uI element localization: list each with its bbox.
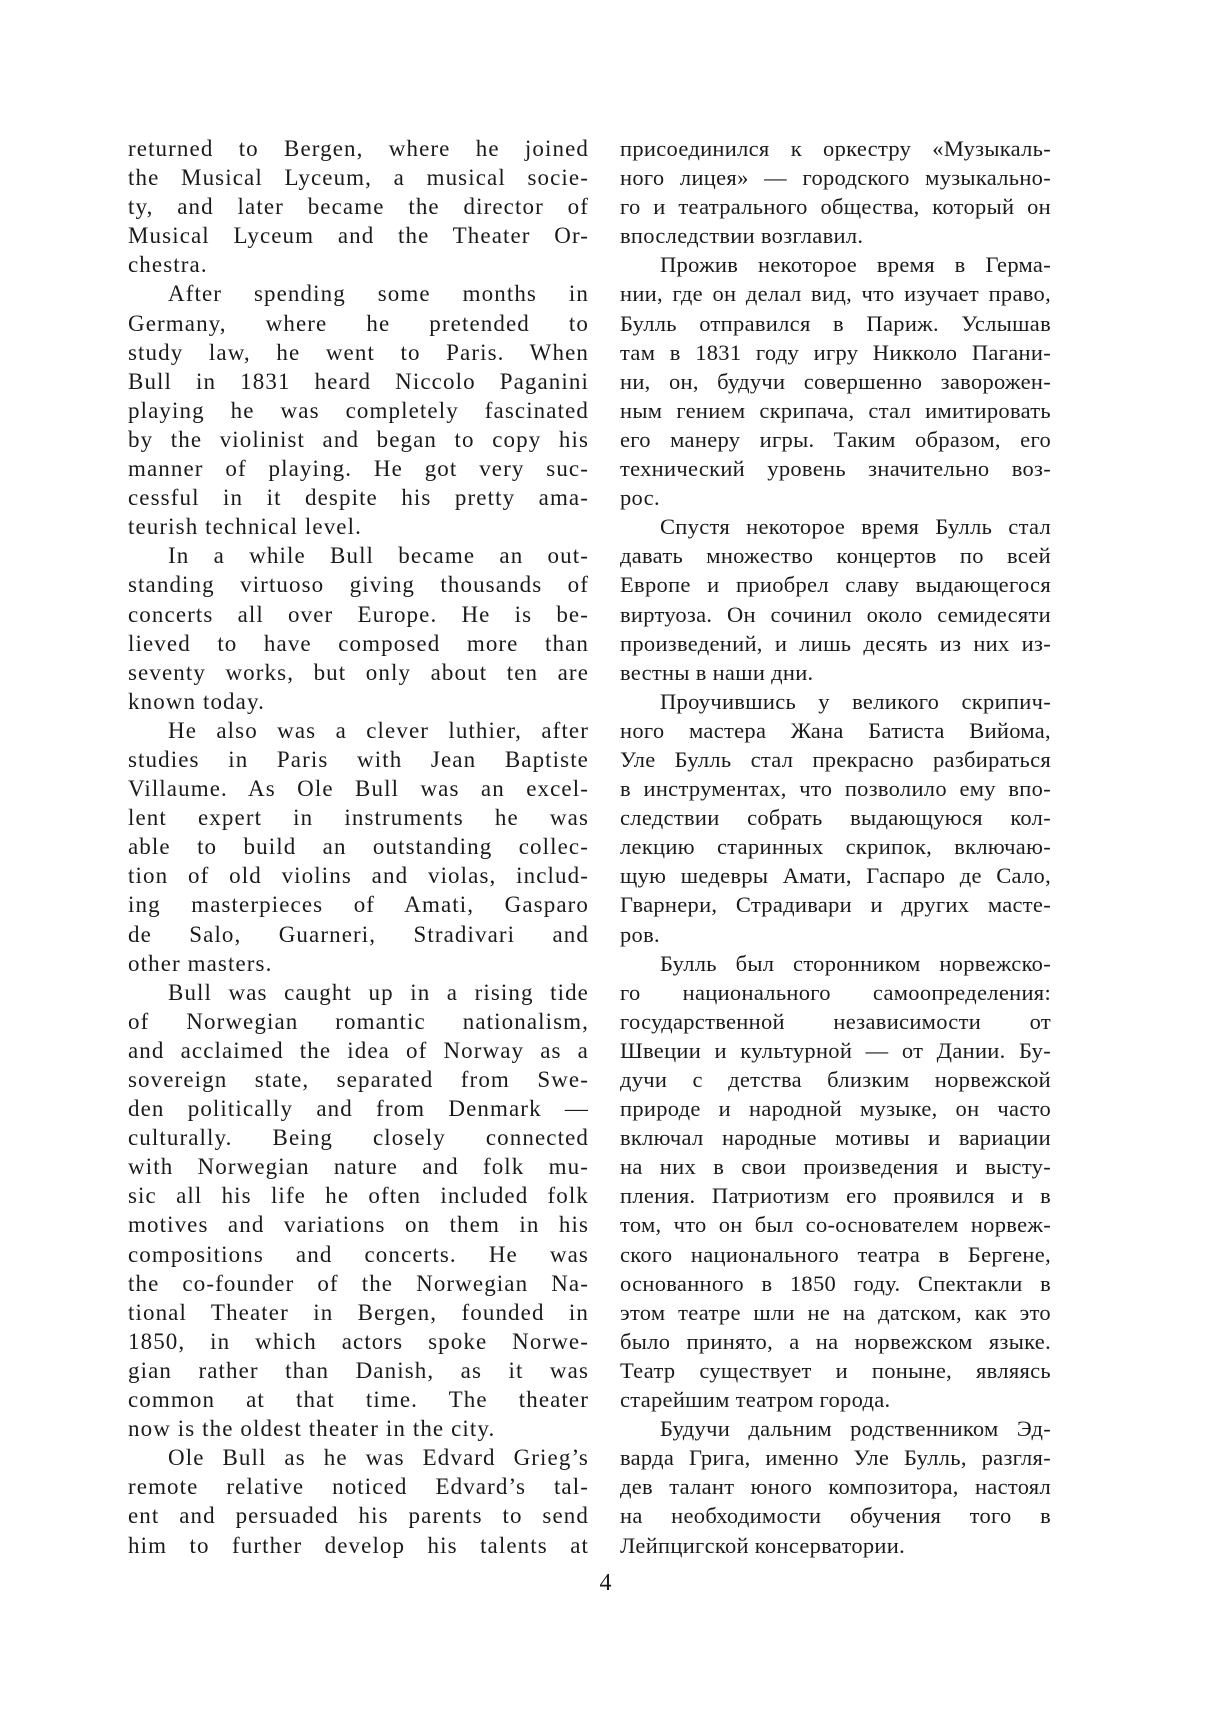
- text-line: том, что он был со-основателем норвеж-: [620, 1212, 1051, 1238]
- paragraph: [620, 1414, 1051, 1559]
- text-line: common at that time. The theater: [128, 1387, 589, 1413]
- text-line: Будучи дальним родственником Эд-: [660, 1416, 1051, 1442]
- text-line: давать множество концертов по всей: [620, 543, 1051, 569]
- text-line: Musical Lyceum and the Theater Or-: [128, 223, 589, 249]
- text-line: этом театре шли не на датском, как это: [620, 1299, 1051, 1325]
- paragraph: [128, 1443, 589, 1559]
- text-line: ного лицея» — городского музыкально-: [620, 165, 1051, 191]
- text-line: щую шедевры Амати, Гаспаро де Сало,: [620, 863, 1051, 889]
- text-line: виртуоза. Он сочинил около семидесяти: [620, 601, 1051, 627]
- paragraph: [128, 978, 589, 1444]
- text-line: ным гением скрипача, стал имитировать: [620, 397, 1051, 423]
- text-line: of Norwegian romantic nationalism,: [128, 1008, 589, 1034]
- text-line: 1850, in which actors spoke Norwe-: [128, 1328, 589, 1354]
- text-line: concerts all over Europe. He is be-: [128, 601, 589, 627]
- text-line: произведений, и лишь десять из них из-: [620, 630, 1051, 656]
- text-line: tional Theater in Bergen, founded in: [128, 1299, 589, 1325]
- text-line: studies in Paris with Jean Baptiste: [128, 746, 589, 772]
- text-line: Bull was caught up in a rising tide: [168, 979, 589, 1005]
- text-line: teurish technical level.: [128, 514, 362, 540]
- text-line: ского национального театра в Бергене,: [620, 1241, 1051, 1267]
- text-line: de Salo, Guarneri, Stradivari and: [128, 921, 589, 947]
- text-line: cessful in it despite his pretty ama-: [128, 485, 589, 511]
- text-line: в инструментах, что позволило ему впо-: [620, 776, 1051, 802]
- text-line: присоединился к оркестру «Музыкаль-: [620, 136, 1051, 161]
- paragraph: [620, 250, 1051, 512]
- text-line: Лейпцигской консерватории.: [620, 1532, 906, 1558]
- page-number: 4: [599, 1570, 612, 1596]
- text-line: го и театрального общества, который он: [620, 194, 1051, 220]
- text-line: пления. Патриотизм его проявился и в: [620, 1183, 1051, 1209]
- text-line: ent and persuaded his parents to send: [128, 1503, 589, 1529]
- text-line: го национального самоопределения:: [620, 979, 1051, 1005]
- text-line: ни, он, будучи совершенно заворожен-: [620, 368, 1051, 394]
- text-line: Спустя некоторое время Булль стал: [660, 514, 1051, 540]
- paragraph: [128, 279, 589, 541]
- text-line: впоследствии возглавил.: [620, 223, 864, 249]
- text-line: standing virtuoso giving thousands of: [128, 572, 589, 598]
- text-line: remote relative noticed Edvard’s tal-: [128, 1474, 589, 1500]
- text-line: варда Грига, именно Уле Булль, разгля-: [620, 1445, 1051, 1471]
- text-line: motives and variations on them in his: [128, 1212, 589, 1238]
- text-line: tion of old violins and violas, includ-: [128, 863, 589, 889]
- text-line: государственной независимости от: [620, 1008, 1051, 1034]
- text-line: там в 1831 году игру Никколо Пагани-: [620, 339, 1051, 365]
- paragraph: [620, 512, 1051, 687]
- paragraph: [128, 541, 589, 716]
- text-line: ров.: [620, 921, 660, 947]
- text-line: sovereign state, separated from Swe-: [128, 1067, 589, 1092]
- text-line: lieved to have composed more than: [128, 630, 589, 656]
- text-line: study law, he went to Paris. When: [128, 339, 589, 365]
- text-line: den politically and from Denmark —: [128, 1096, 589, 1122]
- text-line: Уле Булль стал прекрасно разбираться: [620, 746, 1051, 772]
- text-line: chestra.: [128, 252, 208, 278]
- text-line: the co-founder of the Norwegian Na-: [128, 1270, 589, 1296]
- text-line: ного мастера Жана Батиста Вийома,: [620, 717, 1051, 743]
- russian-text-column: [620, 134, 1051, 1560]
- text-line: Прожив некоторое время в Герма-: [660, 252, 1051, 278]
- text-line: gian rather than Danish, as it was: [128, 1357, 589, 1383]
- text-line: нии, где он делал вид, что изучает право,: [620, 281, 1051, 307]
- text-line: other masters.: [128, 950, 273, 976]
- text-line: лекцию старинных скрипок, включаю-: [620, 834, 1051, 860]
- text-line: culturally. Being closely connected: [128, 1125, 589, 1151]
- text-line: следствии собрать выдающуюся кол-: [620, 805, 1051, 831]
- text-line: Ole Bull as he was Edvard Grieg’s: [168, 1445, 589, 1471]
- text-line: технический уровень значительно воз-: [620, 456, 1051, 482]
- text-line: with Norwegian nature and folk mu-: [128, 1154, 589, 1180]
- text-line: returned to Bergen, where he joined: [128, 136, 589, 161]
- text-line: Проучившись у великого скрипич-: [660, 688, 1051, 714]
- paragraph: [128, 716, 589, 978]
- paragraph: [620, 134, 1051, 250]
- text-line: Bull in 1831 heard Niccolo Paganini: [128, 368, 589, 394]
- text-line: включал народные мотивы и вариации: [620, 1125, 1051, 1151]
- paragraph: [128, 134, 589, 279]
- text-line: Гварнери, Страдивари и других масте-: [620, 892, 1051, 918]
- text-line: Театр существует и поныне, являясь: [620, 1357, 1051, 1383]
- text-line: After spending some months in: [168, 281, 589, 307]
- text-line: able to build an outstanding collec-: [128, 834, 589, 860]
- text-line: вестны в наши дни.: [620, 659, 814, 685]
- text-line: manner of playing. He got very suc-: [128, 456, 589, 482]
- text-line: ing masterpieces of Amati, Gasparo: [128, 892, 589, 918]
- text-line: lent expert in instruments he was: [128, 805, 589, 831]
- text-line: In a while Bull became an out-: [168, 543, 589, 569]
- text-line: Булль отправился в Париж. Услышав: [620, 310, 1051, 336]
- text-line: the Musical Lyceum, a musical socie-: [128, 165, 589, 191]
- text-line: Germany, where he pretended to: [128, 310, 589, 336]
- text-line: sic all his life he often included folk: [128, 1183, 589, 1209]
- paragraph: [620, 687, 1051, 949]
- text-line: compositions and concerts. He was: [128, 1241, 589, 1267]
- text-line: He also was a clever luthier, after: [168, 717, 589, 743]
- text-line: Булль был сторонником норвежско-: [660, 950, 1051, 976]
- text-line: ty, and later became the director of: [128, 194, 589, 220]
- english-text-column: [128, 134, 589, 1560]
- text-line: его манеру игры. Таким образом, его: [620, 426, 1051, 452]
- paragraph: [620, 949, 1051, 1415]
- text-line: and acclaimed the idea of Norway as a: [128, 1037, 589, 1063]
- text-line: основанного в 1850 году. Спектакли в: [620, 1270, 1051, 1296]
- text-line: было принято, а на норвежском языке.: [620, 1328, 1051, 1354]
- text-line: seventy works, but only about ten are: [128, 659, 589, 685]
- text-line: him to further develop his talents at: [128, 1532, 589, 1558]
- text-line: старейшим театром города.: [620, 1387, 891, 1413]
- text-line: на них в свои произведения и высту-: [620, 1154, 1051, 1180]
- text-line: known today.: [128, 688, 265, 714]
- text-line: дев талант юного композитора, настоял: [620, 1474, 1051, 1500]
- text-line: playing he was completely fascinated: [128, 397, 589, 423]
- text-line: Швеции и культурной — от Дании. Бу-: [620, 1037, 1051, 1063]
- text-line: на необходимости обучения того в: [620, 1503, 1051, 1529]
- text-line: now is the oldest theater in the city.: [128, 1416, 496, 1442]
- text-line: by the violinist and began to copy his: [128, 426, 589, 452]
- text-line: дучи с детства близким норвежской: [620, 1067, 1051, 1092]
- text-line: Villaume. As Ole Bull was an excel-: [128, 776, 589, 802]
- text-line: рос.: [620, 485, 660, 511]
- text-line: Европе и приобрел славу выдающегося: [620, 572, 1051, 598]
- text-line: природе и народной музыке, он часто: [620, 1096, 1051, 1122]
